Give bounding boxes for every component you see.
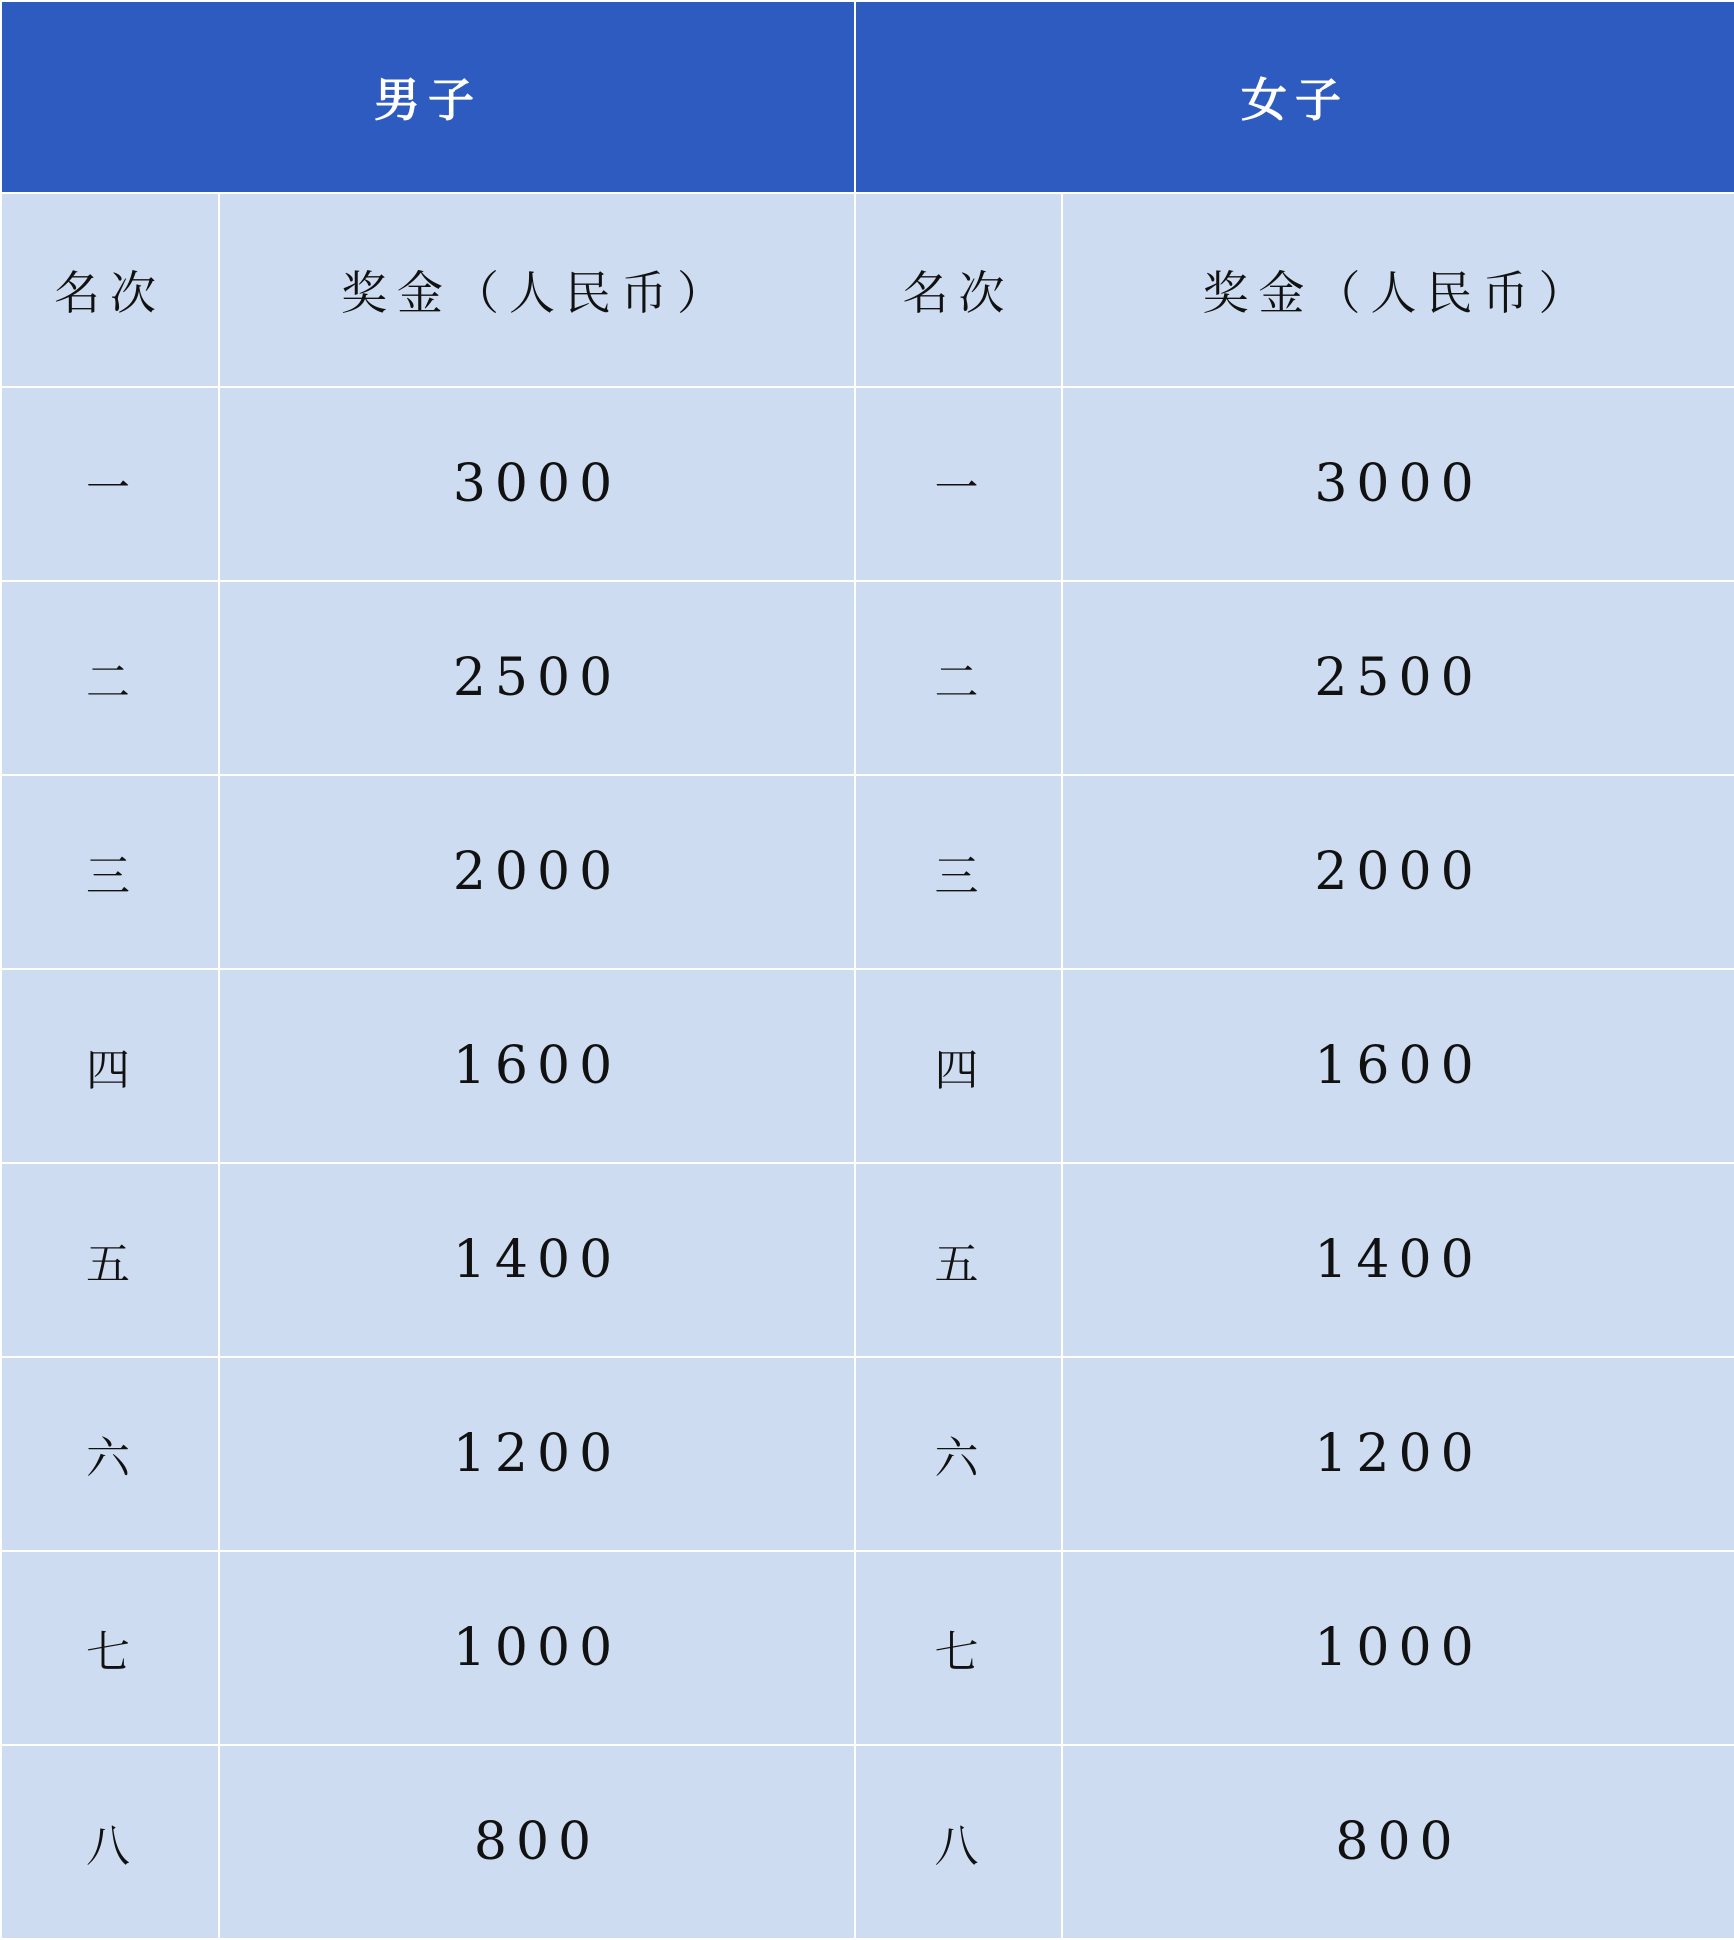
women-amount-cell: 1200 [1062,1357,1734,1551]
men-rank-cell: 三 [1,775,219,969]
column-header-row [1,193,1734,387]
table-row [1,775,1734,969]
women-rank-cell: 八 [855,1745,1062,1939]
women-rank-cell: 二 [855,581,1062,775]
men-rank-cell: 六 [1,1357,219,1551]
women-amount-cell: 1000 [1062,1551,1734,1745]
men-rank-cell: 四 [1,969,219,1163]
men-amount-cell: 2000 [219,775,855,969]
women-rank-cell: 四 [855,969,1062,1163]
women-rank-cell: 一 [855,387,1062,581]
table-row [1,387,1734,581]
men-amount-cell: 1400 [219,1163,855,1357]
men-amount-cell: 1000 [219,1551,855,1745]
table-row [1,1551,1734,1745]
women-amount-cell: 1600 [1062,969,1734,1163]
women-amount-cell: 800 [1062,1745,1734,1939]
table-row [1,1745,1734,1939]
women-amount-cell: 2000 [1062,775,1734,969]
men-rank-cell: 一 [1,387,219,581]
men-amount-header: 奖金（人民币） [219,193,855,387]
men-rank-cell: 二 [1,581,219,775]
women-rank-cell: 六 [855,1357,1062,1551]
men-amount-cell: 2500 [219,581,855,775]
table-row [1,1163,1734,1357]
table-row [1,581,1734,775]
women-amount-cell: 2500 [1062,581,1734,775]
men-amount-cell: 800 [219,1745,855,1939]
women-rank-header: 名次 [855,193,1062,387]
men-amount-cell: 3000 [219,387,855,581]
men-group-header: 男子 [1,1,855,193]
men-amount-cell: 1200 [219,1357,855,1551]
women-rank-cell: 五 [855,1163,1062,1357]
women-rank-cell: 三 [855,775,1062,969]
group-header-row [1,1,1734,193]
men-rank-cell: 八 [1,1745,219,1939]
men-amount-cell: 1600 [219,969,855,1163]
women-group-header: 女子 [855,1,1734,193]
women-amount-cell: 3000 [1062,387,1734,581]
women-rank-cell: 七 [855,1551,1062,1745]
men-rank-cell: 五 [1,1163,219,1357]
table-row [1,969,1734,1163]
women-amount-header: 奖金（人民币） [1062,193,1734,387]
men-rank-header: 名次 [1,193,219,387]
men-rank-cell: 七 [1,1551,219,1745]
women-amount-cell: 1400 [1062,1163,1734,1357]
table-row [1,1357,1734,1551]
